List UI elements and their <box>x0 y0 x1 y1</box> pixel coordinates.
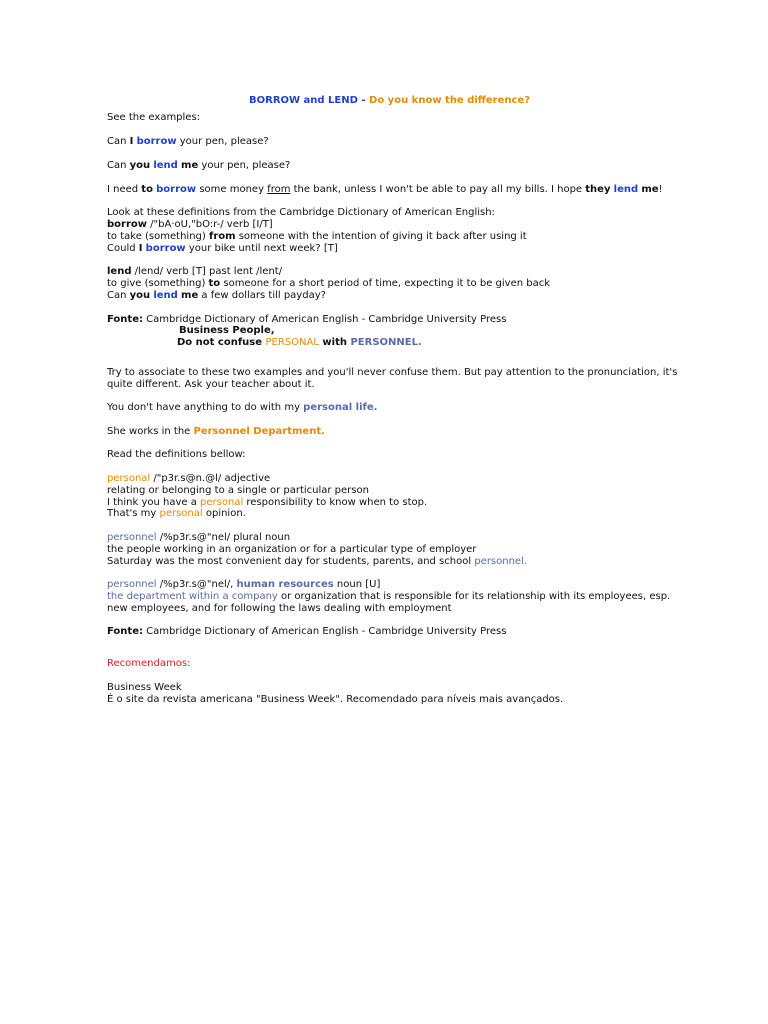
word-personal: personal <box>200 497 244 508</box>
personnel-department-sentence <box>107 426 325 438</box>
text: to <box>141 184 153 195</box>
text: Can <box>107 136 130 147</box>
text: me <box>641 184 659 195</box>
text: I <box>129 136 134 147</box>
text: from <box>208 231 236 242</box>
lend-meaning <box>107 278 550 290</box>
text: She works in the <box>107 426 194 437</box>
text: Do not confuse <box>177 337 266 348</box>
text: someone for a short period of time, expecting it to be given back <box>220 278 550 289</box>
source-text: Cambridge Dictionary of American English - Cambridge University Press <box>142 626 507 637</box>
headword-lend: lend <box>107 266 132 277</box>
text: or organization that is responsible for its relationship with its employees, esp. <box>277 591 671 602</box>
personal-life-sentence <box>107 402 377 414</box>
text: to take (something) <box>107 231 209 242</box>
personnel-headword-1 <box>107 532 290 544</box>
personal-headword <box>107 473 270 485</box>
text: I need <box>107 184 142 195</box>
headword-personnel: personnel <box>107 579 157 590</box>
headword-borrow: borrow <box>107 219 147 230</box>
title-part-borrow-lend: BORROW and LEND - <box>249 95 370 106</box>
keyword-borrow: borrow <box>145 243 186 254</box>
title-part-question: Do you know the difference? <box>369 95 531 106</box>
phrase-personnel-department: Personnel Department. <box>193 426 325 437</box>
text: Saturday was the most convenient day for students, parents, and school <box>107 556 475 567</box>
personnel-meaning-2-cont: new employees, and for following the laws dealing with employment <box>107 603 452 614</box>
word-personal: personal <box>159 508 203 519</box>
personnel-headword-2 <box>107 579 380 591</box>
text: your pen, please? <box>198 160 291 171</box>
text: Could <box>107 243 139 254</box>
phrase-personal-life: personal life. <box>303 402 378 413</box>
word-personnel: personnel. <box>474 556 528 567</box>
business-people-heading: Business People, <box>179 325 275 336</box>
text: they <box>585 184 611 195</box>
see-examples-text: See the examples: <box>107 112 201 123</box>
personal-example-2 <box>107 508 246 520</box>
text: opinion. <box>202 508 246 519</box>
text: someone with the intention of giving it back after using it <box>235 231 527 242</box>
pronunciation: /"bA·oU,"bO:r-/ verb [I/T] <box>147 219 273 230</box>
associate-text-line-2: quite different. Ask your teacher about it. <box>107 379 315 390</box>
source-citation-1 <box>107 314 506 326</box>
personnel-example-1 <box>107 556 527 568</box>
personnel-meaning-2 <box>107 591 670 603</box>
pronunciation: /"p3r.s@n.@l/ adjective <box>150 473 271 484</box>
keyword-lend: lend <box>613 184 639 195</box>
pronunciation: /%p3r.s@"nel/ plural noun <box>156 532 291 543</box>
text: responsibility to know when to stop. <box>243 497 428 508</box>
associate-text-line-1: Try to associate to these two examples and you'll never confuse them. But pay attention to the pronunciation, it's <box>107 367 678 378</box>
text: me <box>181 290 199 301</box>
personal-meaning: relating or belonging to a single or particular person <box>107 485 369 496</box>
headword-personnel: personnel <box>107 532 157 543</box>
headword-personal: personal <box>107 473 151 484</box>
source-citation-2 <box>107 626 506 638</box>
word-personnel: PERSONNEL. <box>350 337 422 348</box>
confuse-heading <box>177 337 422 349</box>
word-personal: PERSONAL <box>265 337 319 348</box>
personnel-meaning-1: the people working in an organization or for a particular type of employer <box>107 544 477 555</box>
business-week-link[interactable]: Business Week <box>107 682 182 693</box>
keyword-lend: lend <box>153 160 178 171</box>
example-need-money <box>107 184 663 196</box>
lend-headword <box>107 266 282 278</box>
text: you <box>129 160 151 171</box>
text: some money <box>196 184 268 195</box>
page-title <box>249 95 530 107</box>
text: ! <box>658 184 663 195</box>
borrow-headword <box>107 219 273 231</box>
business-week-description: É o site da revista americana "Business Week". Recomendado para níveis mais avançados. <box>107 694 564 705</box>
borrow-meaning <box>107 231 527 243</box>
text: to give (something) <box>107 278 209 289</box>
keyword-borrow: borrow <box>156 184 197 195</box>
example-lend <box>107 160 290 172</box>
text: me <box>181 160 199 171</box>
text: your pen, please? <box>176 136 269 147</box>
pronunciation: /lend/ verb [T] past lent /lent/ <box>131 266 283 277</box>
underlined-from: from <box>267 184 291 195</box>
example-borrow <box>107 136 269 148</box>
text: you <box>129 290 151 301</box>
phrase-department: the department within a company <box>107 591 278 602</box>
text: the bank, unless I won't be able to pay all my bills. I hope <box>290 184 586 195</box>
text: with <box>318 337 351 348</box>
keyword-lend: lend <box>153 290 178 301</box>
source-label: Fonte: <box>107 626 143 637</box>
source-text: Cambridge Dictionary of American English - Cambridge University Press <box>142 314 507 325</box>
text: a few dollars till payday? <box>198 290 326 301</box>
text: to <box>208 278 221 289</box>
text: I <box>138 243 143 254</box>
text: Can <box>107 160 130 171</box>
text: That's my <box>107 508 160 519</box>
text: noun [U] <box>333 579 381 590</box>
text: Can <box>107 290 130 301</box>
source-label: Fonte: <box>107 314 143 325</box>
phrase-human-resources: human resources <box>236 579 334 590</box>
read-definitions-text: Read the definitions bellow: <box>107 449 246 460</box>
borrow-example <box>107 243 338 255</box>
text: You don't have anything to do with my <box>107 402 304 413</box>
keyword-borrow: borrow <box>136 136 177 147</box>
recomendamos-heading: Recomendamos: <box>107 658 191 669</box>
definitions-intro: Look at these definitions from the Cambridge Dictionary of American English: <box>107 207 495 218</box>
pronunciation: /%p3r.s@"nel/, <box>156 579 237 590</box>
text: I think you have a <box>107 497 201 508</box>
text: your bike until next week? [T] <box>185 243 338 254</box>
lend-example <box>107 290 326 302</box>
